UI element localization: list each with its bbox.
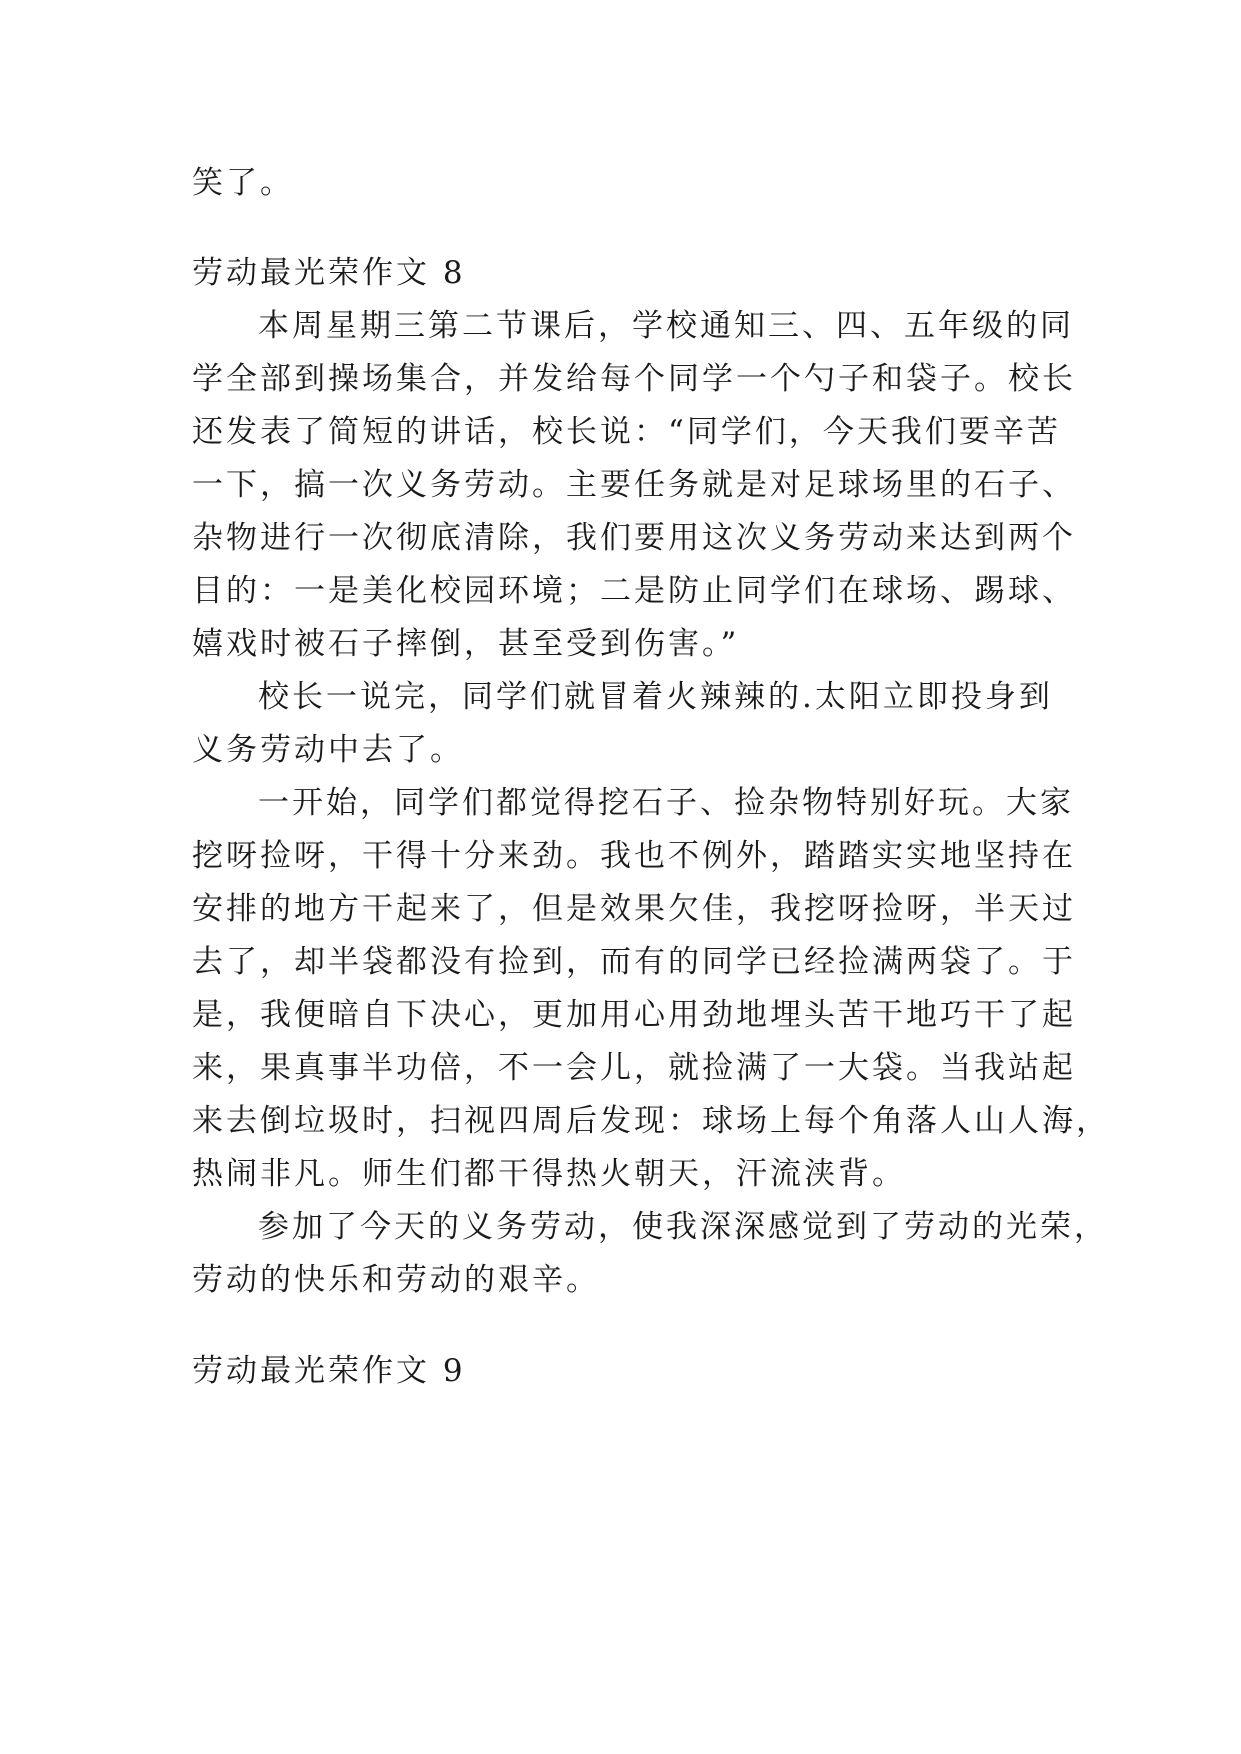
paragraph-line: 安排的地方干起来了，但是效果欠佳，我挖呀捡呀，半天过 (192, 891, 1076, 927)
paragraph-line: 校长一说完，同学们就冒着火辣辣的.太阳立即投身到 (258, 679, 1053, 715)
paragraph-line: 挖呀捡呀，干得十分来劲。我也不例外，踏踏实实地坚持在 (192, 838, 1076, 874)
paragraph-line: 劳动的快乐和劳动的艰辛。 (192, 1262, 600, 1298)
paragraph-line: 去了，却半袋都没有捡到，而有的同学已经捡满两袋了。于 (192, 944, 1076, 980)
paragraph-line: 义务劳动中去了。 (192, 732, 464, 768)
paragraph-line: 是，我便暗自下决心，更加用心用劲地埋头苦干地巧干了起 (192, 997, 1076, 1033)
paragraph-line: 本周星期三第二节课后，学校通知三、四、五年级的同 (258, 308, 1074, 344)
paragraph-line: 来去倒垃圾时，扫视四周后发现：球场上每个角落人山人海， (192, 1103, 1110, 1139)
paragraph-line: 笑了。 (192, 165, 294, 201)
paragraph-line: 目的：一是美化校园环境；二是防止同学们在球场、踢球、 (192, 573, 1076, 609)
paragraph-line: 来，果真事半功倍，不一会儿，就捡满了一大袋。当我站起 (192, 1050, 1076, 1086)
section-heading: 劳动最光荣作文 8 (192, 255, 466, 291)
paragraph-line: 嬉戏时被石子摔倒，甚至受到伤害。” (192, 626, 740, 662)
paragraph-line: 一下，搞一次义务劳动。主要任务就是对足球场里的石子、 (192, 467, 1076, 503)
paragraph-line: 热闹非凡。师生们都干得热火朝天，汗流浃背。 (192, 1156, 906, 1192)
paragraph-line: 还发表了简短的讲话，校长说：“同学们，今天我们要辛苦 (192, 414, 1061, 450)
paragraph-line: 一开始，同学们都觉得挖石子、捡杂物特别好玩。大家 (258, 785, 1074, 821)
paragraph-line: 杂物进行一次彻底清除，我们要用这次义务劳动来达到两个 (192, 520, 1076, 556)
paragraph-line: 学全部到操场集合，并发给每个同学一个勺子和袋子。校长 (192, 361, 1076, 397)
section-heading: 劳动最光荣作文 9 (192, 1353, 466, 1389)
paragraph-line: 参加了今天的义务劳动，使我深深感觉到了劳动的光荣， (258, 1209, 1108, 1245)
